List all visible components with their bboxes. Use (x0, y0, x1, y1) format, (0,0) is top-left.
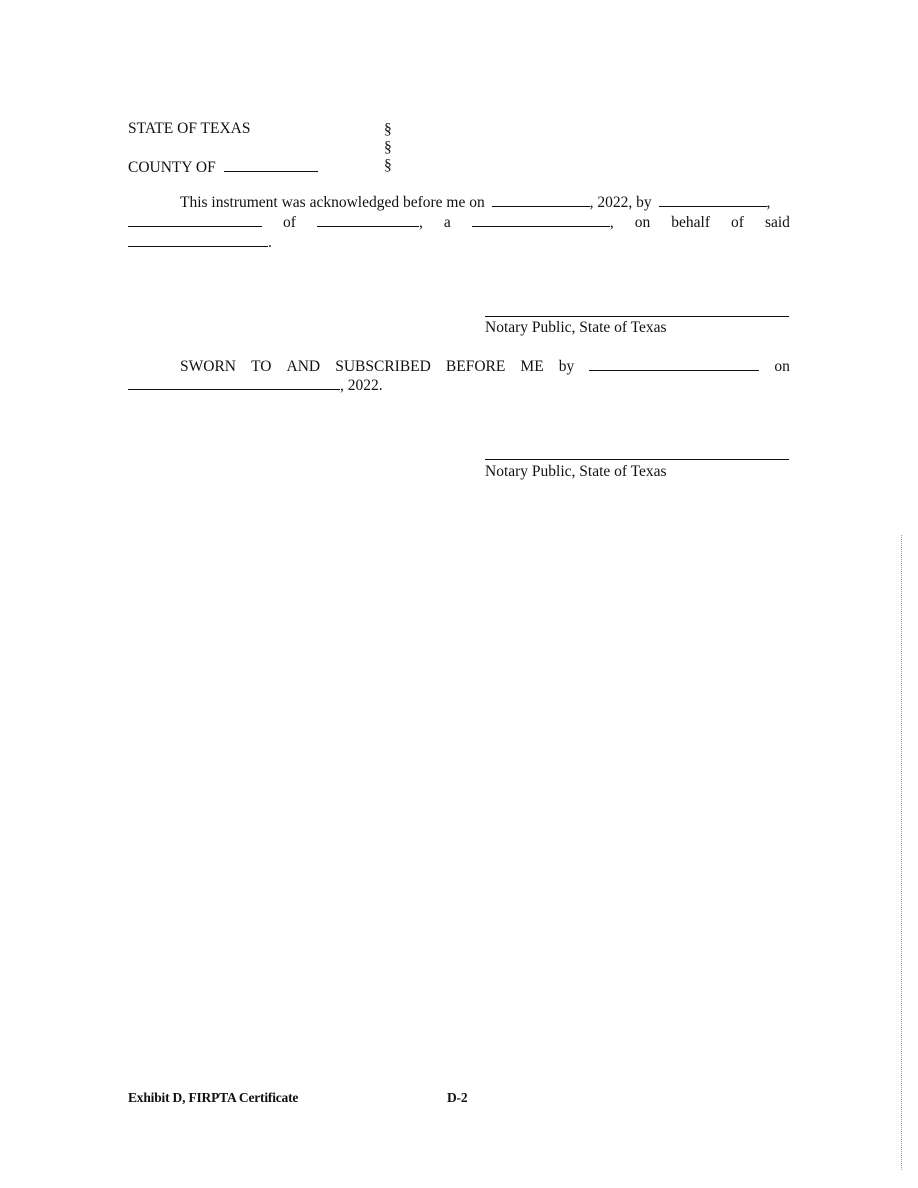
comma-after-title: , (418, 214, 423, 231)
sworn-word-6: ME (520, 358, 544, 375)
acknowledgment-period: . (268, 234, 272, 251)
acknowledgment-line-2 (128, 212, 790, 232)
sworn-word-1: SWORN (180, 358, 236, 375)
scan-edge-line (901, 535, 902, 1170)
footer-exhibit: Exhibit D, FIRPTA Certificate (128, 1090, 299, 1105)
county-label-text: COUNTY OF (128, 159, 216, 176)
a-word: a (443, 214, 451, 231)
notary-label-2: Notary Public, State of Texas (485, 463, 667, 480)
acknowledgment-comma: , (766, 194, 771, 211)
sworn-word-7: by (558, 358, 575, 375)
acknowledgment-line-3 (128, 232, 272, 252)
sworn-name-blank (589, 356, 759, 371)
sworn-word-4: SUBSCRIBED (335, 358, 431, 375)
section-mark-3: § (384, 157, 392, 174)
title-blank (317, 212, 419, 227)
sworn-date-blank (128, 375, 340, 390)
sworn-word-3: AND (286, 358, 321, 375)
on-word: on (634, 214, 651, 231)
behalf-word: behalf (671, 214, 710, 231)
of-word: of (283, 214, 296, 231)
acknowledgment-line-1 (180, 192, 770, 212)
section-mark-2: § (384, 139, 392, 156)
sworn-line-1 (180, 356, 790, 376)
state-label: STATE OF TEXAS (128, 120, 251, 137)
footer-page-number: D-2 (447, 1090, 468, 1105)
date-blank (492, 192, 590, 207)
sworn-line-2 (128, 375, 383, 395)
notary-signature-line-1 (485, 316, 789, 317)
sworn-word-5: BEFORE (445, 358, 506, 375)
sworn-year: , 2022. (340, 377, 383, 394)
section-mark-1: § (384, 121, 392, 138)
comma-after-entity: , (609, 214, 614, 231)
entity-blank (472, 212, 610, 227)
notary-signature-line-2 (485, 459, 789, 460)
of-word-2: of (731, 214, 744, 231)
notary-label-1: Notary Public, State of Texas (485, 319, 667, 336)
sworn-word-2: TO (251, 358, 272, 375)
county-label (128, 157, 318, 177)
by-blank (659, 192, 767, 207)
said-entity-blank (128, 232, 268, 247)
acknowledgment-lead: This instrument was acknowledged before me on (180, 194, 485, 211)
acknowledgment-year-by: , 2022, by (589, 194, 652, 211)
name-blank (128, 212, 262, 227)
said-word: said (764, 214, 790, 231)
county-blank (224, 157, 318, 172)
sworn-on-word: on (774, 358, 790, 375)
